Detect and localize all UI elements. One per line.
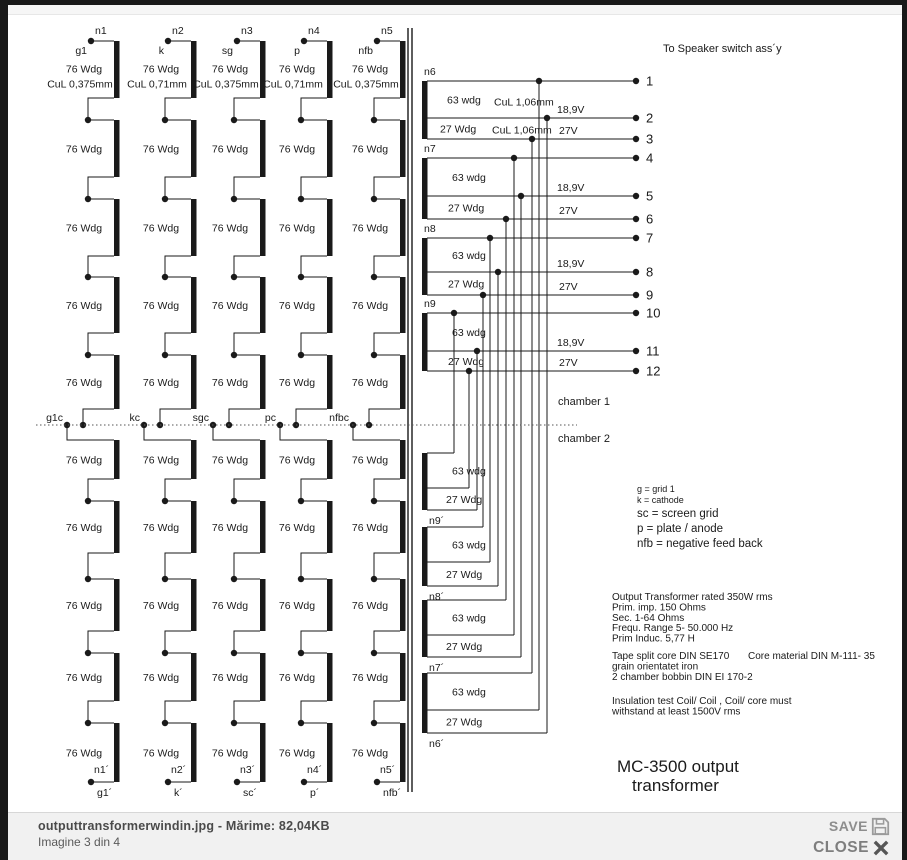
sec-winding-label: n7´	[429, 662, 445, 674]
wire-jog	[301, 479, 327, 501]
sec-winding-label: n6´	[429, 738, 445, 750]
turns-label: 76 Wdg	[351, 454, 389, 467]
terminal-dot	[633, 216, 639, 222]
turns-label: 76 Wdg	[211, 222, 249, 235]
wire-jog	[88, 177, 114, 199]
turns-label: 76 Wdg	[351, 63, 389, 76]
winding-bar	[327, 120, 333, 177]
winding-bar	[114, 579, 120, 631]
close-button[interactable]	[813, 838, 890, 858]
terminal-number: 10	[646, 305, 661, 321]
terminal-number: 3	[646, 131, 654, 147]
turns63-label: 63 wdg	[452, 465, 486, 478]
chamber1-label: chamber 1	[558, 396, 610, 408]
chamber2-label: chamber 2	[558, 433, 610, 445]
wire-jog	[88, 631, 114, 653]
wire-jog	[301, 98, 327, 120]
window-border-top	[0, 0, 907, 5]
wire-jog	[165, 631, 191, 653]
legend-line: p = plate / anode	[637, 523, 724, 535]
terminal-dot	[633, 155, 639, 161]
winding-bar	[191, 723, 197, 782]
legend-line: nfb = negative feed back	[637, 538, 763, 550]
wire-jog	[301, 256, 327, 277]
turns-label: 76 Wdg	[65, 522, 103, 534]
save-floppy-icon	[871, 817, 890, 836]
turns-label: 76 Wdg	[211, 143, 249, 156]
winding-bar	[191, 579, 197, 631]
winding-bar	[327, 501, 333, 553]
wire-jog	[301, 701, 327, 723]
winding-bar	[400, 41, 406, 98]
turns63-label: 63 wdg	[452, 686, 486, 699]
voltage-label: 18,9V	[557, 258, 585, 270]
specs-line: Output Transformer rated 350W rms	[612, 592, 773, 603]
turns27-label: 27 Wdg	[446, 641, 483, 653]
turns63-label: 63 wdg	[452, 327, 486, 339]
turns-label: 76 Wdg	[211, 377, 249, 389]
turns-label: 76 Wdg	[278, 747, 316, 760]
wire-jog	[374, 479, 400, 501]
wire-jog	[234, 177, 260, 199]
wire-jog	[301, 553, 327, 579]
terminal-dot	[633, 115, 639, 121]
window-border-left	[0, 0, 8, 860]
turns-label: 76 Wdg	[278, 63, 316, 76]
winding-bar	[327, 277, 333, 333]
sec-winding-label: n9	[424, 298, 436, 310]
wire-jog	[67, 425, 114, 440]
specs-line: Tape split core DIN SE170	[612, 651, 730, 662]
diagram-title-line1: MC-3500 output	[617, 757, 739, 776]
winding-bar	[114, 120, 120, 177]
winding-bar	[114, 199, 120, 256]
wire-gauge-label: CuL 1,06mm	[492, 124, 552, 137]
winding-bar	[191, 277, 197, 333]
specs-line: Prim. imp. 150 Ohms	[612, 602, 706, 614]
terminal-number: 5	[646, 188, 654, 204]
voltage-label: 18,9V	[557, 182, 585, 194]
turns27-label: 27 Wdg	[448, 278, 485, 291]
terminal-number: 9	[646, 287, 654, 303]
turns63-label: 63 wdg	[452, 172, 486, 184]
turns-label: 76 Wdg	[142, 747, 180, 760]
close-x-icon	[872, 839, 890, 857]
winding-bar	[191, 653, 197, 701]
wire-jog	[301, 177, 327, 199]
terminal-label-top: n4	[308, 25, 320, 37]
center-tap-label: nfbc	[329, 412, 349, 424]
close-label: CLOSE	[813, 839, 869, 856]
turns-label: 76 Wdg	[351, 300, 389, 312]
sec-winding-bar	[422, 673, 428, 733]
legend-line: sc = screen grid	[637, 508, 719, 520]
sec-winding-bar	[422, 527, 428, 586]
turns-label: 76 Wdg	[278, 600, 316, 612]
terminal-dot	[633, 235, 639, 241]
winding-bar	[114, 277, 120, 333]
turns27-label: 27 Wdg	[446, 569, 483, 581]
wire-jog	[165, 479, 191, 501]
terminal-number: 2	[646, 110, 654, 126]
turns63-label: 63 wdg	[452, 539, 486, 552]
winding-bar	[260, 355, 266, 409]
wire-jog	[374, 701, 400, 723]
winding-bar	[191, 501, 197, 553]
turns63-label: 63 wdg	[447, 94, 481, 107]
winding-bar	[260, 120, 266, 177]
turns-label: 76 Wdg	[278, 454, 316, 467]
turns27-label: 27 Wdg	[448, 356, 485, 368]
wire-jog	[234, 256, 260, 277]
electrode-label-top: sg	[221, 45, 233, 57]
turns-label: 76 Wdg	[142, 377, 180, 389]
winding-bar	[327, 723, 333, 782]
turns-label: 76 Wdg	[142, 143, 180, 156]
turns-label: 76 Wdg	[351, 672, 389, 684]
voltage-label: 27V	[559, 125, 578, 137]
specs-line: grain orientatet iron	[612, 661, 699, 673]
save-button[interactable]	[829, 816, 890, 836]
wire-jog	[374, 98, 400, 120]
winding-bar	[114, 355, 120, 409]
winding-bar	[400, 440, 406, 479]
specs-line: Sec. 1-64 Ohms	[612, 612, 685, 624]
turns27-label: 27 Wdg	[446, 494, 483, 506]
specs-line: Prim Induc. 5,77 H	[612, 633, 695, 645]
window-top-band	[8, 5, 902, 15]
terminal-label-bottom: n5´	[380, 764, 396, 776]
center-tap-label: g1c	[46, 412, 63, 424]
winding-bar	[114, 723, 120, 782]
winding-bar	[400, 120, 406, 177]
voltage-label: 18,9V	[557, 337, 585, 349]
voltage-label: 27V	[559, 357, 578, 369]
voltage-label: 27V	[559, 205, 578, 217]
sec-winding-bar	[422, 238, 428, 295]
wire-jog	[88, 701, 114, 723]
terminal-number: 12	[646, 363, 661, 379]
winding-bar	[400, 579, 406, 631]
specs-line: withstand at least 1500V rms	[612, 706, 741, 718]
winding-bar	[191, 199, 197, 256]
wire-jog	[88, 98, 114, 120]
center-tap-label: kc	[129, 412, 140, 424]
sec-winding-label: n6	[424, 66, 436, 78]
specs-line: 2 chamber bobbin DIN EI 170-2	[612, 671, 753, 683]
wire-jog	[234, 701, 260, 723]
turns-label: 76 Wdg	[142, 522, 180, 534]
specs-line: Insulation test Coil/ Coil , Coil/ core must	[612, 696, 792, 707]
turns-label: 76 Wdg	[211, 672, 249, 684]
wire-jog	[234, 553, 260, 579]
terminal-number: 6	[646, 211, 654, 227]
wire-jog	[229, 409, 260, 425]
file-name: outputtransformerwindin.jpg - Mărime: 82,04KB	[38, 819, 330, 833]
electrode-label-top: p	[294, 45, 300, 57]
footer-bar	[8, 812, 902, 860]
wire-jog	[374, 631, 400, 653]
wire-gauge-label: CuL 0,375mm	[47, 78, 113, 91]
terminal-dot	[633, 136, 639, 142]
winding-bar	[260, 277, 266, 333]
electrode-label-bottom: nfb´	[383, 787, 402, 799]
winding-bar	[327, 355, 333, 409]
terminal-dot	[633, 269, 639, 275]
window-border-right	[902, 0, 907, 860]
winding-bar	[400, 723, 406, 782]
turns-label: 76 Wdg	[142, 63, 180, 76]
sec-winding-bar	[422, 453, 428, 510]
terminal-label-bottom: n2´	[171, 764, 187, 776]
turns-label: 76 Wdg	[211, 63, 249, 76]
wire-gauge-label: CuL 0,375mm	[333, 78, 399, 91]
wire-jog	[88, 479, 114, 501]
wire-jog	[213, 425, 260, 440]
turns63-label: 63 wdg	[452, 250, 486, 262]
turns-label: 76 Wdg	[65, 63, 103, 76]
winding-bar	[260, 199, 266, 256]
sec-winding-label: n8	[424, 223, 436, 235]
voltage-label: 27V	[559, 281, 578, 293]
turns-label: 76 Wdg	[65, 672, 103, 684]
winding-bar	[191, 440, 197, 479]
turns-label: 76 Wdg	[351, 222, 389, 235]
core-material-note: Core material DIN M-111- 35	[748, 651, 875, 662]
wire-jog	[280, 425, 327, 440]
wire-gauge-label: CuL 0,71mm	[127, 78, 187, 91]
terminal-label-bottom: n1´	[94, 764, 110, 776]
winding-bar	[260, 501, 266, 553]
terminal-number: 8	[646, 264, 654, 280]
sec-winding-label: n7	[424, 143, 436, 155]
winding-bar	[400, 199, 406, 256]
wire-jog	[234, 98, 260, 120]
file-info	[38, 819, 330, 849]
wire-jog	[160, 409, 191, 425]
winding-bar	[114, 653, 120, 701]
wire-jog	[234, 631, 260, 653]
terminal-label-top: n5	[381, 25, 393, 37]
turns-label: 76 Wdg	[351, 600, 389, 612]
voltage-label: 18,9V	[557, 104, 585, 116]
winding-bar	[260, 579, 266, 631]
winding-bar	[327, 579, 333, 631]
terminal-number: 1	[646, 73, 654, 89]
wire-jog	[374, 553, 400, 579]
wire-jog	[165, 701, 191, 723]
diagram-title-line2: transformer	[632, 776, 719, 795]
turns-label: 76 Wdg	[211, 600, 249, 612]
turns-label: 76 Wdg	[278, 300, 316, 312]
turns-label: 76 Wdg	[142, 222, 180, 235]
save-label: SAVE	[828, 818, 868, 834]
turns-label: 76 Wdg	[351, 747, 389, 760]
terminal-dot	[633, 310, 639, 316]
image-counter: Imagine 3 din 4	[38, 835, 121, 849]
wire-jog	[374, 333, 400, 355]
sec-winding-bar	[422, 313, 428, 371]
turns27-label: 27 Wdg	[448, 202, 485, 215]
turns-label: 76 Wdg	[65, 454, 103, 467]
terminal-dot	[633, 193, 639, 199]
wire-jog	[301, 631, 327, 653]
turns-label: 76 Wdg	[142, 600, 180, 612]
wire-jog	[144, 425, 191, 440]
turns27-label: 27 Wdg	[446, 716, 483, 729]
winding-bar	[191, 120, 197, 177]
wire-jog	[369, 409, 400, 425]
turns-label: 76 Wdg	[278, 522, 316, 534]
electrode-label-top: nfb	[358, 45, 373, 57]
turns-label: 76 Wdg	[65, 143, 103, 156]
sec-winding-label: n8´	[429, 591, 445, 603]
terminal-number: 7	[646, 230, 654, 246]
terminal-dot	[633, 348, 639, 354]
center-tap-label: pc	[264, 412, 276, 424]
winding-bar	[400, 277, 406, 333]
turns-label: 76 Wdg	[278, 377, 316, 389]
terminal-number: 11	[646, 343, 660, 359]
wire-jog	[88, 333, 114, 355]
turns-label: 76 Wdg	[65, 300, 103, 312]
wire-jog	[165, 98, 191, 120]
turns-label: 76 Wdg	[211, 300, 249, 312]
turns-label: 76 Wdg	[65, 600, 103, 612]
wire-gauge-label: CuL 0,375mm	[193, 78, 259, 91]
sec-winding-bar	[422, 81, 428, 139]
wire-jog	[234, 479, 260, 501]
wire-gauge-label: CuL 0,71mm	[263, 78, 323, 91]
electrode-label-top: g1	[75, 45, 87, 57]
winding-bar	[327, 41, 333, 98]
turns-label: 76 Wdg	[211, 522, 249, 534]
turns-label: 76 Wdg	[278, 672, 316, 684]
electrode-label-bottom: k´	[174, 787, 183, 799]
wire-jog	[234, 333, 260, 355]
turns-label: 76 Wdg	[65, 377, 103, 389]
turns-label: 76 Wdg	[142, 300, 180, 312]
turns-label: 76 Wdg	[351, 143, 389, 156]
winding-bar	[327, 653, 333, 701]
winding-bar	[327, 440, 333, 479]
electrode-label-top: k	[158, 45, 164, 57]
terminal-label-bottom: n4´	[307, 764, 323, 776]
winding-bar	[260, 440, 266, 479]
winding-bar	[327, 199, 333, 256]
turns-label: 76 Wdg	[65, 222, 103, 235]
wire-jog	[301, 333, 327, 355]
sec-winding-bar	[422, 600, 428, 657]
terminal-dot	[633, 368, 639, 374]
wire-jog	[165, 256, 191, 277]
wire-jog	[374, 177, 400, 199]
wire-gauge-label: CuL 1,06mm	[494, 96, 554, 109]
electrode-label-bottom: p´	[310, 787, 320, 799]
turns-label: 76 Wdg	[278, 143, 316, 156]
winding-bar	[114, 41, 120, 98]
legend-line: g = grid 1	[637, 484, 675, 494]
wire-jog	[83, 409, 114, 425]
footer-actions	[813, 816, 890, 858]
wire-jog	[296, 409, 327, 425]
terminal-number: 4	[646, 150, 654, 166]
wire-jog	[88, 553, 114, 579]
sec-winding-label: n9´	[429, 515, 445, 527]
legend-line: k = cathode	[637, 495, 684, 505]
electrode-label-bottom: g1´	[97, 787, 113, 799]
winding-bar	[260, 653, 266, 701]
winding-bar	[191, 355, 197, 409]
turns-label: 76 Wdg	[211, 747, 249, 760]
turns63-label: 63 wdg	[452, 612, 486, 625]
terminal-dot	[633, 292, 639, 298]
winding-bar	[400, 653, 406, 701]
turns-label: 76 Wdg	[142, 454, 180, 467]
wire-jog	[353, 425, 400, 440]
terminal-label-top: n2	[172, 25, 184, 37]
center-tap-label: sgc	[192, 412, 209, 424]
turns-label: 76 Wdg	[65, 747, 103, 760]
terminal-label-top: n1	[95, 25, 107, 37]
winding-bar	[114, 440, 120, 479]
wire-jog	[165, 553, 191, 579]
winding-bar	[400, 355, 406, 409]
winding-bar	[400, 501, 406, 553]
turns-label: 76 Wdg	[278, 222, 316, 235]
turns-label: 76 Wdg	[351, 522, 389, 534]
wire-jog	[88, 256, 114, 277]
terminal-label-bottom: n3´	[240, 764, 256, 776]
turns27-label: 27 Wdg	[440, 123, 477, 136]
winding-bar	[260, 723, 266, 782]
wire-jog	[165, 333, 191, 355]
turns-label: 76 Wdg	[142, 672, 180, 684]
specs-line: Frequ. Range 5- 50.000 Hz	[612, 623, 734, 635]
sec-winding-bar	[422, 158, 428, 219]
winding-bar	[114, 501, 120, 553]
terminal-dot	[633, 78, 639, 84]
wire-jog	[374, 256, 400, 277]
wire-jog	[165, 177, 191, 199]
turns-label: 76 Wdg	[211, 454, 249, 467]
turns-label: 76 Wdg	[351, 377, 389, 389]
electrode-label-bottom: sc´	[243, 787, 257, 799]
speaker-note: To Speaker switch ass´y	[663, 43, 782, 55]
terminal-label-top: n3	[241, 25, 253, 37]
